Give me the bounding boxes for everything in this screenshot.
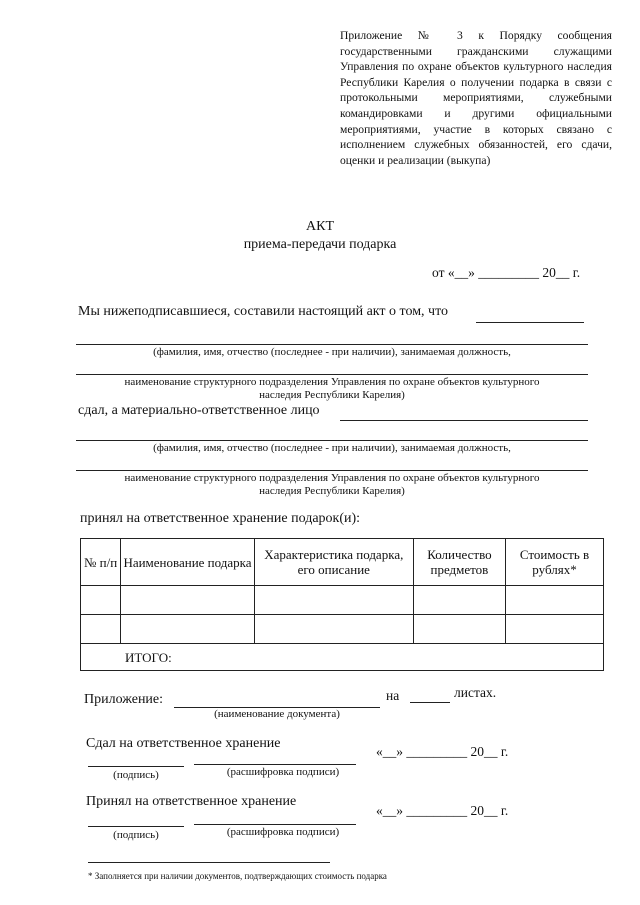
gifts-table: [80, 538, 604, 671]
header-name: Наименование подарка: [121, 539, 255, 586]
header-number: № п/п: [81, 539, 121, 586]
accepted-storage-date: «__» _________ 20__ г.: [376, 803, 509, 818]
header-description: Характеристика подарка, его описание: [254, 539, 413, 586]
table-header-row: [81, 539, 604, 586]
caption-unit-1a: наименование структурного подразделения Управления по охране объектов культурного: [124, 376, 540, 388]
caption-decode-2: (расшифровка подписи): [226, 826, 340, 838]
caption-decode-1: (расшифровка подписи): [226, 766, 340, 778]
caption-fio-1: (фамилия, имя, отчество (последнее - при наличии), занимаемая должность,: [153, 346, 511, 358]
fio-line-2: [76, 440, 588, 441]
handed-fill-line: [340, 420, 588, 421]
handed-storage-date: «__» _________ 20__ г.: [376, 744, 509, 759]
caption-sign-1: (подпись): [113, 769, 159, 781]
sign-line-2: [88, 826, 184, 827]
accepted-text: принял на ответственное хранение подарок(и):: [80, 511, 361, 526]
caption-unit-1b: наследия Республики Карелия): [259, 389, 405, 401]
handed-storage-text: Сдал на ответственное хранение: [86, 736, 281, 751]
act-date: от «__» _________ 20__ г.: [432, 265, 581, 280]
table-row: [81, 615, 604, 644]
unit-line-1: [76, 374, 588, 375]
intro-fill-line: [476, 322, 584, 323]
attachment-label: Приложение:: [84, 692, 164, 707]
header-quantity: Количество предметов: [413, 539, 505, 586]
attachment-sheets: листах.: [454, 685, 497, 700]
handed-text: сдал, а материально-ответственное лицо: [78, 403, 320, 418]
sign-line-1: [88, 766, 184, 767]
accepted-storage-text: Принял на ответственное хранение: [86, 794, 297, 809]
appendix-note: Приложение № 3 к Порядку сообщения государственными гражданскими служащими Управления по охране объектов культурного наследия Республики Карелия о получении подарка в связи с протокольными мероприятиями, служебными командировками и другими официальными мероприятиями, участие в которых связано с исполнением служебных обязанностей, его сдачи, оценки и реализации (выкупа): [340, 29, 612, 167]
attachment-sheets-line: [410, 702, 450, 703]
attachment-on: на: [386, 688, 400, 703]
caption-fio-2: (фамилия, имя, отчество (последнее - при наличии), занимаемая должность,: [153, 442, 511, 454]
table-total-row: [81, 644, 604, 671]
attachment-caption: (наименование документа): [214, 708, 340, 720]
header-cost: Стоимость в рублях*: [506, 539, 604, 586]
table-row: [81, 586, 604, 615]
footnote-rule: [88, 862, 330, 863]
decode-line-1: [194, 764, 356, 765]
caption-sign-2: (подпись): [113, 829, 159, 841]
act-title: АКТ: [306, 219, 334, 234]
unit-line-2: [76, 470, 588, 471]
act-subtitle: приема-передачи подарка: [243, 237, 397, 252]
footnote: * Заполняется при наличии документов, подтверждающих стоимость подарка: [88, 871, 387, 881]
caption-unit-2a: наименование структурного подразделения Управления по охране объектов культурного: [124, 472, 540, 484]
fio-line-1: [76, 344, 588, 345]
caption-unit-2b: наследия Республики Карелия): [259, 485, 405, 497]
total-label: ИТОГО:: [81, 644, 604, 671]
intro-text: Мы нижеподписавшиеся, составили настоящий акт о том, что: [78, 304, 449, 319]
decode-line-2: [194, 824, 356, 825]
